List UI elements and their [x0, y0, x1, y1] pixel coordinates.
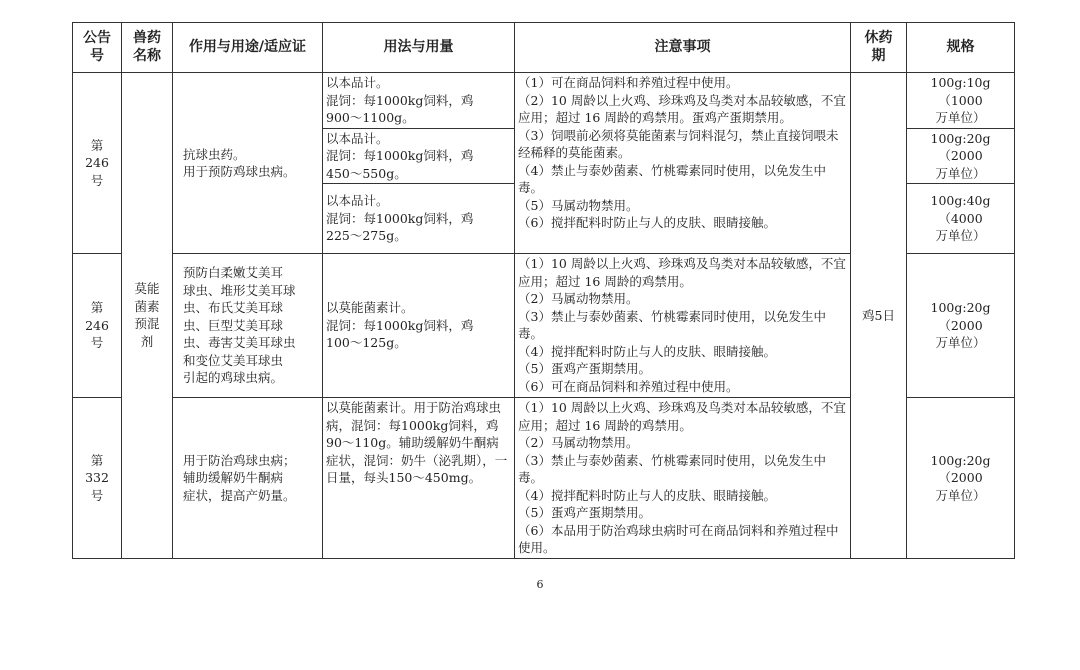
table-row [73, 73, 1015, 129]
notes-text: （1）可在商品饲料和养殖过程中使用。 （2）10 周龄以上火鸡、珍珠鸡及鸟类对本品较敏感，不宜应用；超过 16 周龄的鸡禁用。蛋鸡产蛋期禁用。 （3）饲喂前必须将莫能菌素与饲料混匀，禁止直接饲喂未经稀释的莫能菌素。 （4）禁止与泰妙菌素、竹桃霉素同时使用，以免发生中毒。 （5）马属动物禁用。 （6）搅拌配料时防止与人的皮肤、眼睛接触。 [518, 75, 846, 230]
withdrawal-period: 鸡5日 [862, 307, 895, 323]
page-number: 6 [536, 578, 544, 591]
spec-text: 100g:20g （2000 万单位） [930, 300, 991, 351]
usage-text: 以莫能菌素计。用于防治鸡球虫病，混饲：每1000kg饲料，鸡90～110g。辅助缓解奶牛酮病症状，混饲：奶牛（泌乳期），一日量，每头150～450mg。 [326, 400, 508, 485]
header-usage: 用法与用量 [383, 38, 454, 55]
usage-text: 以莫能菌素计。 混饲：每1000kg饲料，鸡 100～125g。 [326, 300, 474, 351]
spec-text: 100g:10g （1000 万单位） [930, 75, 991, 125]
header-notes: 注意事项 [654, 38, 711, 55]
function-text: 预防白柔嫩艾美耳 球虫、堆形艾美耳球 虫、布氏艾美耳球 虫、巨型艾美耳球 虫、毒害艾美耳球虫 和变位艾美耳球虫 引起的鸡球虫病。 [183, 265, 296, 386]
notes-text: （1）10 周龄以上火鸡、珍珠鸡及鸟类对本品较敏感，不宜应用；超过 16 周龄的鸡禁用。 （2）马属动物禁用。 （3）禁止与泰妙菌素、竹桃霉素同时使用，以免发生中毒。 （4）搅拌配料时防止与人的皮肤、眼睛接触。 （5）蛋鸡产蛋期禁用。 （6）本品用于防治鸡球虫病时可在商品饲料和养殖过程中使用。 [518, 400, 846, 555]
function-text: 抗球虫药。 用于预防鸡球虫病。 [183, 146, 296, 179]
usage-text: 以本品计。 混饲：每1000kg饲料，鸡 450～550g。 [326, 130, 474, 181]
spec-text: 100g:40g （4000 万单位） [930, 193, 991, 244]
drug-name: 莫能 菌素 预混 剂 [134, 281, 160, 349]
header-withdrawal: 休药 期 [864, 30, 893, 64]
header-function: 作用与用途/适应证 [188, 38, 307, 55]
header-notice-no: 公告 号 [83, 30, 111, 64]
notice-number: 第 246 号 [85, 137, 109, 188]
drug-table [72, 22, 1015, 559]
spec-text: 100g:20g （2000 万单位） [930, 130, 991, 181]
spec-text: 100g:20g （2000 万单位） [930, 452, 991, 503]
header-drug-name: 兽药 名称 [133, 30, 161, 64]
notice-number: 第 332 号 [85, 452, 109, 503]
usage-text: 以本品计。 混饲：每1000kg饲料，鸡 900～1100g。 [326, 75, 474, 125]
header-spec: 规格 [946, 38, 975, 55]
notes-text: （1）10 周龄以上火鸡、珍珠鸡及鸟类对本品较敏感，不宜应用；超过 16 周龄的鸡禁用。 （2）马属动物禁用。 （3）禁止与泰妙菌素、竹桃霉素同时使用，以免发生中毒。 （4）搅拌配料时防止与人的皮肤、眼睛接触。 （5）蛋鸡产蛋期禁用。 （6）可在商品饲料和养殖过程中使用。 [518, 256, 846, 394]
header-row [73, 23, 1015, 73]
function-text: 用于防治鸡球虫病； 辅助缓解奶牛酮病 症状，提高产奶量。 [183, 452, 296, 503]
usage-text: 以本品计。 混饲：每1000kg饲料，鸡 225～275g。 [326, 193, 474, 244]
notice-number: 第 246 号 [85, 300, 109, 351]
